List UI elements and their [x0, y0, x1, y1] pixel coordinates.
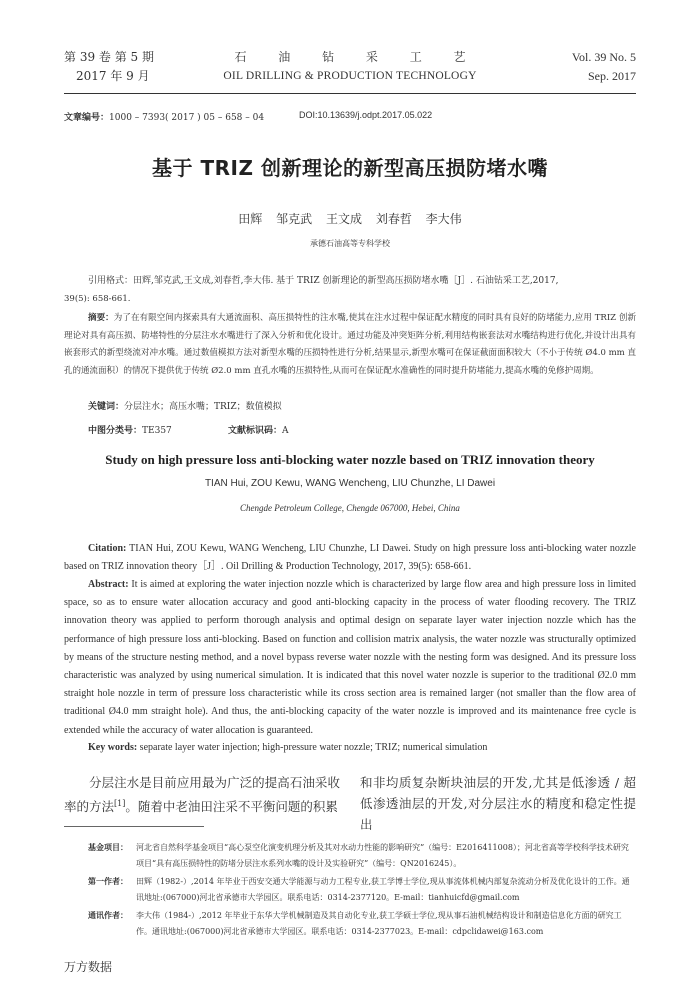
clc-label: 中图分类号： — [88, 426, 143, 436]
keywords-cn-label: 关键词： — [88, 402, 125, 412]
title-en: Study on high pressure loss anti-blocking water nozzle based on TRIZ innovation theory — [105, 452, 595, 467]
body-right-column — [360, 772, 636, 835]
body-left-a: 分层注水是目前应用最为广泛的提高石油采收率的方法 — [64, 775, 340, 815]
journal-header — [200, 48, 500, 86]
author: 田辉 — [238, 212, 263, 226]
footnote-first-author — [88, 874, 636, 906]
footnote-corresponding — [88, 908, 636, 940]
doc-code-label: 文献标识码： — [228, 426, 283, 436]
article-info — [64, 110, 433, 123]
author: 王文成 — [325, 212, 362, 226]
journal-name-en: OIL DRILLING & PRODUCTION TECHNOLOGY — [223, 70, 477, 82]
keywords-cn — [88, 399, 282, 412]
abstract-cn — [64, 310, 636, 380]
page-title: 基于 TRIZ 创新理论的新型高压损防堵水嘴 — [152, 156, 548, 180]
fund-text: 河北省自然科学基金项目“高心泵空化演变机理分析及其对水动力性能的影响研究”（编号：E2016411008）；河北省高等学校科学技术研究项目“具有高压损特性的防堵分层注水系列水嘴的设计及实验研究”（编号：QN2016245）。 — [136, 843, 629, 868]
abstract-en-label: Abstract: — [88, 579, 129, 590]
affiliation-en: Chengde Petroleum College, Chengde 067000, Hebei, China — [240, 503, 460, 513]
article-number: 1000 – 7393( 2017 ) 05 – 658 – 04 — [109, 113, 265, 123]
doi[interactable]: DOI:10.13639/j.odpt.2017.05.022 — [299, 110, 433, 120]
authors-en: TIAN Hui, ZOU Kewu, WANG Wencheng, LIU Chunzhe, LI Dawei — [204, 478, 496, 489]
citation-cn-text: 田辉,邹克武,王文成,刘春哲,李大伟. 基于 TRIZ 创新理论的新型高压损防堵水嘴［J］. 石油钻采工艺,2017, — [133, 276, 559, 286]
author: 李大伟 — [425, 212, 462, 226]
author: 刘春哲 — [375, 212, 412, 226]
abstract-en — [64, 576, 636, 740]
header-left — [64, 48, 154, 86]
journal-name-cn: 石 油 钻 采 工 艺 — [234, 50, 480, 64]
body-right-text: 和非均质复杂断块油层的开发,尤其是低渗透 / 超低渗透油层的开发,对分层注水的精度和稳定性提出 — [360, 775, 636, 832]
volume-en: Vol. 39 No. 5 — [571, 50, 636, 64]
date-cn: 2017 年 9 月 — [76, 69, 150, 83]
classification — [88, 423, 289, 436]
header-divider — [64, 93, 636, 94]
abstract-cn-label: 摘要： — [88, 313, 114, 323]
volume-cn: 第 39 卷 第 5 期 — [64, 50, 154, 64]
first-author-label: 第一作者： — [88, 877, 128, 886]
keywords-cn-text: 分层注水；高压水嘴；TRIZ；数值模拟 — [124, 402, 282, 412]
citation-cn-label: 引用格式： — [88, 276, 134, 286]
wanfang-logo: 万方数据 — [64, 960, 113, 974]
reference-link[interactable]: [1] — [114, 799, 126, 808]
body-left-column — [64, 772, 340, 817]
corresponding-text: 李大伟（1984-）,2012 年毕业于东华大学机械制造及其自动化专业,获工学硕士学位,现从事石油机械结构设计和制造信息化方面的研究工作。通讯地址:(067000)河北省承德市大学园区。联系电话：0314-2377023。E-mail：cdpclidawei@163.com — [136, 911, 622, 936]
fund-label: 基金项目： — [88, 843, 128, 852]
keywords-en-text: separate layer water injection; high-pressure water nozzle; TRIZ; numerical simulation — [139, 742, 488, 753]
header-right — [572, 48, 636, 86]
abstract-en-text: It is aimed at exploring the water injection nozzle which is characterized by large flow area and high pressure loss in limited space, so as to ensure water allocation accuracy and good anti-blocking capacity in the process of water flooding recovery. The TRIZ innovation theory was applied to perform thorough analysis and optimal design on separate layer water injection nozzle which has the performance of high pressure loss anti-blocking. Based on function and collision matrix analysis, the water nozzle was structurally optimized by means of the structure nesting method, and a novel bypass reverse water nozzle with the nesting form was designed. And its pressure loss characteristic was analyzed by using numerical simulation. It is indicated that this novel water nozzle is superior to the traditional Ø2.0 mm straight hole nozzle in term of pressure loss characteristic while its cross section area is remained larger (not smaller than the flow area of traditional Ø4.0 mm straight hole). And thus, the anti-blocking capacity of the water nozzle is improved and its maintenance free cycle is extended while the accuracy of water allocation is guaranteed. — [64, 579, 636, 736]
date-en: Sep. 2017 — [588, 69, 636, 83]
author: 邹克武 — [276, 212, 313, 226]
body-left-b: 。随着中老油田注采不平衡问题的积累 — [125, 799, 338, 815]
footnote-divider — [64, 826, 204, 827]
clc-code: TE357 — [142, 426, 172, 436]
footnote-fund — [88, 840, 636, 872]
citation-en — [64, 540, 636, 576]
citation-en-text: TIAN Hui, ZOU Kewu, WANG Wencheng, LIU Chunzhe, LI Dawei. Study on high pressure loss anti-blocking water nozzle based on TRIZ innovation theory［J］. Oil Drilling & Production Technology, 2017, 39(5): 658-661. — [64, 543, 636, 573]
citation-cn — [88, 272, 636, 291]
doc-code: A — [282, 426, 289, 436]
first-author-text: 田辉（1982-）,2014 年毕业于西安交通大学能源与动力工程专业,获工学博士学位,现从事流体机械内部复杂流动分析及优化设计的工作。通讯地址:(067000)河北省承德市大学园区。联系电话：0314-2377120。E-mail：tianhuicfd@gmail.com — [136, 877, 630, 902]
citation-en-label: Citation: — [88, 543, 127, 554]
article-number-label: 文章编号： — [64, 113, 110, 123]
keywords-en — [64, 739, 636, 757]
abstract-cn-text: 为了在有限空间内探索具有大通流面积、高压损特性的注水嘴,使其在注水过程中保证配水精度的同时具有良好的防堵能力,应用 TRIZ 创新理论对具有高压损、防堵特性的分层注水水嘴进行了深入分析和优化设计。通过功能及冲突矩阵分析,利用结构嵌套法对水嘴结构进行优化,并设计出具有嵌套形式的新型绕流对冲水嘴。通过数值模拟方法对新型水嘴的压损特性进行分析,结果显示,新型水嘴可在保证截面面积较大（不小于传统 Ø4.0 mm 直孔的通流面积）的情况下提供优于传统 Ø2.0 mm 直孔水嘴的压损特性,从而可在保证配水准确性的同时提升防堵能力,提高水嘴的免修护周期。 — [64, 313, 636, 376]
corresponding-label: 通讯作者： — [88, 911, 128, 920]
keywords-en-label: Key words: — [88, 742, 138, 753]
authors-cn — [64, 210, 636, 227]
citation-cn-cont: 39(5): 658-661. — [64, 294, 131, 304]
affiliation-cn: 承德石油高等专科学校 — [310, 239, 390, 248]
